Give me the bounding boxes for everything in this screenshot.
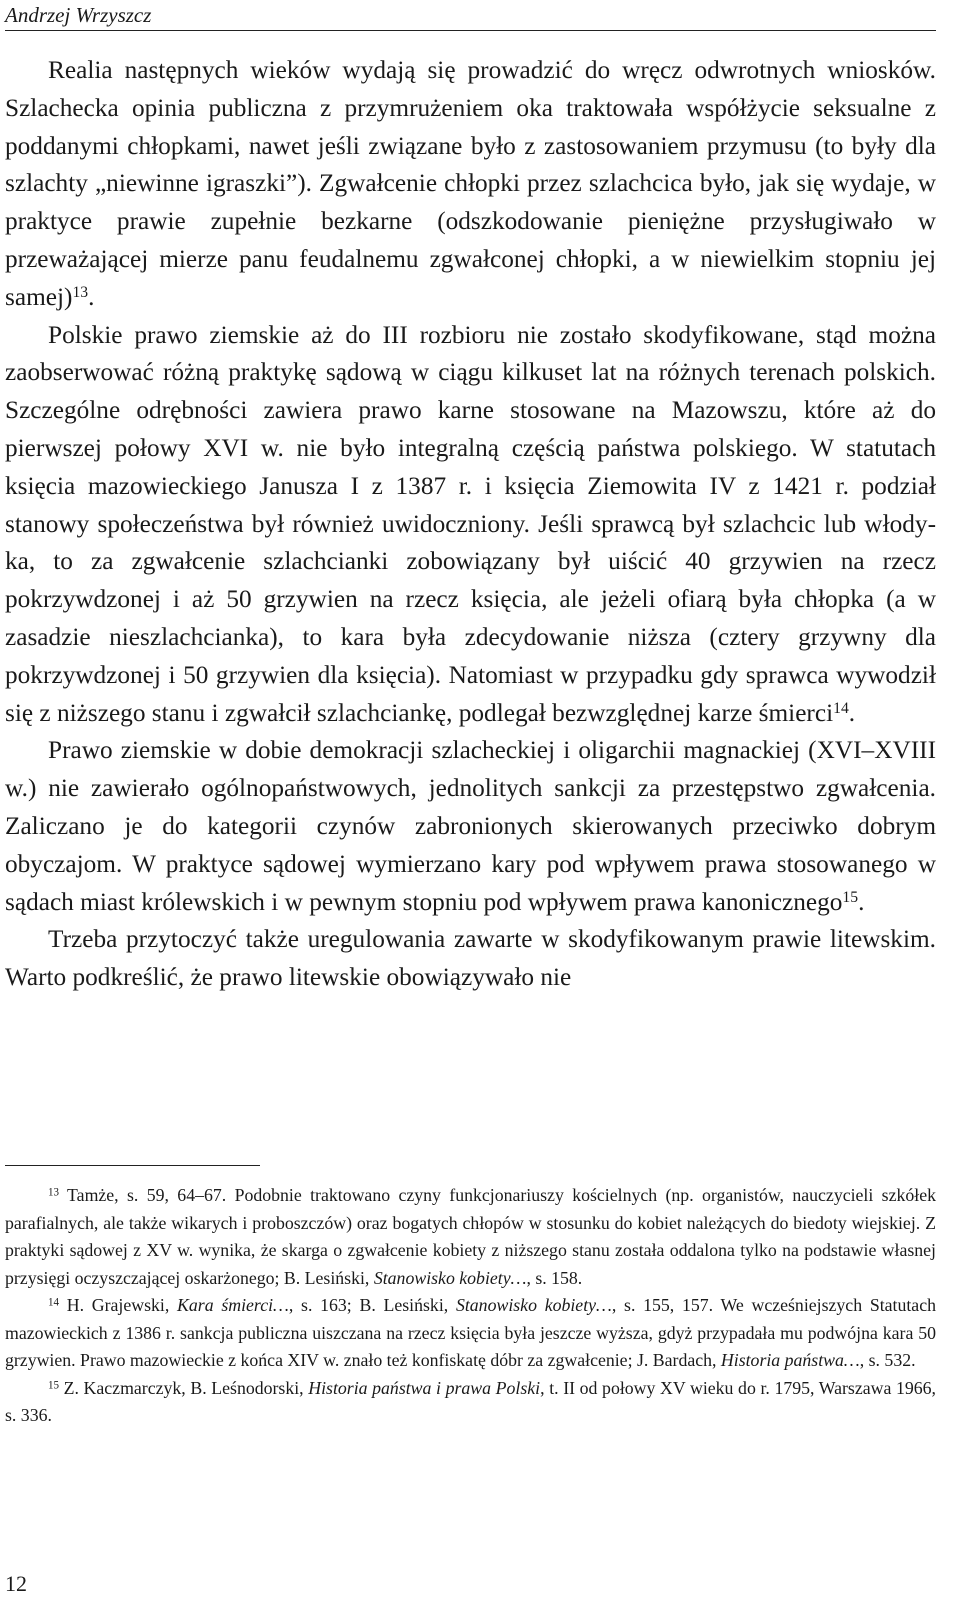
- footnote-14-number: 14: [48, 1296, 60, 1309]
- footnote-15-text-b: , t. II od połowy XV wieku do r. 1795, Warszawa 1966, s. 336.: [5, 1377, 936, 1425]
- footnote-14-text-a: H. Grajewski,: [59, 1295, 178, 1315]
- footnote-13-title: Stanowisko kobiety…: [373, 1267, 527, 1288]
- footnote-15-title: Historia państwa i prawa Polski: [308, 1377, 541, 1398]
- paragraph-1-text: Realia następnych wieków wydają się prowadzić do wręcz odwrotnych wniosków. Szlachecka opinia publiczna z przymrużeniem oka traktowała współżycie seksualne z poddanymi chłopkami, nawet jeśli związane było z zastosowaniem przymusu (to były dla szlachty „niewinne igraszki”). Zgwałcenie chłopki przez szlachcica było, jak się wydaje, w praktyce prawie zupełnie bezkarne (odszkodowanie pieniężne przysługiwało w przeważającej mierze panu feudalnemu zgwałconej chłopki, a w niewielkim stopniu jej samej): [5, 56, 936, 311]
- footnote-13-number: 13: [48, 1186, 60, 1199]
- running-head-author: Andrzej Wrzyszcz: [5, 3, 152, 27]
- footnote-14-text-b: , s. 163; B. Lesiński,: [288, 1295, 456, 1315]
- footnote-ref-15[interactable]: 15: [842, 888, 859, 906]
- footnote-15-text-a: Z. Kaczmarczyk, B. Leśnodorski,: [59, 1377, 309, 1398]
- footnote-14-title-2: Stanowisko kobiety…: [455, 1295, 612, 1315]
- main-text: [5, 52, 936, 997]
- footnote-13-text: Tamże, s. 59, 64–67. Podobnie traktowano czyny funkcjonariuszy kościelnych (np. organistów, nauczycieli szkółek parafialnych, ale także wikarych i proboszczów) oraz bogatych chłopów w stosunku do kobiet należących do biedoty wiejskiej. Z praktyki sądowej z XV w. wynika, że skarga o zgwałcenie kobiety z niższego stanu została oddalona tylko na podstawie własnej przysięgi oczyszczającej oskarżonego; B. Lesiński,: [5, 1185, 936, 1288]
- footnote-separator: [5, 1165, 260, 1166]
- paragraph-3: [5, 732, 936, 921]
- paragraph-2: [5, 317, 936, 733]
- header-rule: [5, 30, 936, 31]
- paragraph-1: [5, 52, 936, 317]
- footnote-ref-13[interactable]: 13: [72, 283, 89, 301]
- footnote-13: [5, 1182, 936, 1292]
- paragraph-4: [5, 921, 936, 997]
- footnotes: [5, 1182, 936, 1430]
- paragraph-1-tail: .: [88, 282, 95, 311]
- footnote-14: [5, 1292, 936, 1375]
- paragraph-4-text: Trzeba przytoczyć także uregulowania zawarte w skodyfikowanym prawie litewskim. Warto podkreślić, że prawo litewskie obowiązywało nie: [5, 925, 936, 992]
- paragraph-3-tail: .: [858, 887, 865, 916]
- footnote-15: [5, 1375, 936, 1430]
- footnote-14-text-c: , s. 155, 157. We wcześniejszych Statutach mazowieckich z 1386 r. sankcja publiczna uiszczana na rzecz księcia była jeszcze wyższa, gdyż przypadała mu podwójna kara 50 grzywien. Prawo mazowieckie z końca XIV w. znało też konfiskatę dóbr za zgwałcenie; J. Bardach,: [5, 1295, 936, 1370]
- footnote-14-title-1: Kara śmierci…: [177, 1295, 289, 1315]
- footnote-14-text-d: , s. 532.: [859, 1350, 916, 1370]
- footnote-13-tail: , s. 158.: [526, 1267, 583, 1288]
- paragraph-2-tail: .: [848, 698, 856, 727]
- page-number: 12: [5, 1571, 27, 1596]
- footnote-15-number: 15: [48, 1378, 60, 1391]
- paragraph-3-text: Prawo ziemskie w dobie demokracji szlacheckiej i oligarchii magnackiej (XVI–XVIII w.) nie zawierało ogólnopaństwowych, jednolitych sankcji za przestępstwo zgwałcenia. Zaliczano je do kategorii czynów zabronionych skierowanych przeciwko dobrym obyczajom. W praktyce sądowej wymierzano kary pod wpływem prawa stosowanego w sądach miast królewskich i w pewnym stopniu pod wpływem prawa kanonicznego: [5, 736, 936, 916]
- footnote-ref-14[interactable]: 14: [833, 699, 849, 717]
- paragraph-2-text: Polskie prawo ziemskie aż do III rozbioru nie zostało skodyfikowane, stąd można zaobserwować różną praktykę sądową w ciągu kilkuset lat na różnych terenach polskich. Szczególne odrębności zawiera prawo karne stosowane na Mazowszu, które aż do pierwszej połowy XVI w. nie było integralną częścią państwa polskiego. W statutach księcia mazowieckiego Janusza I z 1387 r. i księcia Ziemowita IV z 1421 r. podział stanowy społeczeństwa był również uwidoczniony. Jeśli sprawcą był szlachcic lub włodyka, to za zgwałcenie szlachcianki zobowiązany był uiścić 40 grzywien na rzecz pokrzywdzonej i aż 50 grzywien na rzecz księcia, ale jeżeli ofiarą była chłopka (a w zasadzie nieszlachcianka), to kara była zdecydowanie niższa (cztery grzywny dla pokrzywdzonej i 50 grzywien dla księcia). Natomiast w przypadku gdy sprawca wywodził się z niższego stanu i zgwałcił szlachciankę, podlegał bezwzględnej karze śmierci: [5, 320, 936, 727]
- footnote-14-title-3: Historia państwa…: [720, 1350, 860, 1370]
